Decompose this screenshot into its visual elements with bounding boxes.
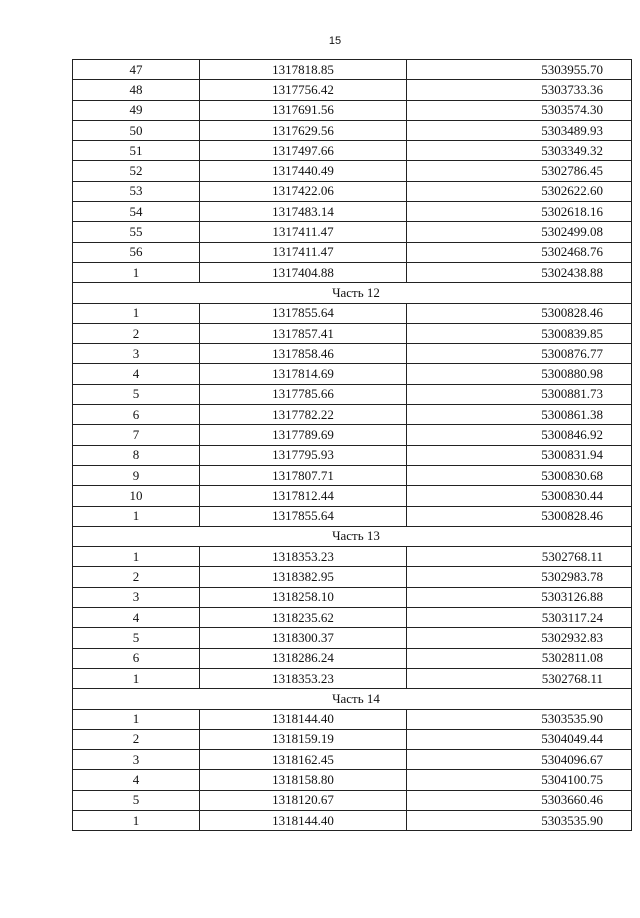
- y-coordinate-cell: 5303733.36: [407, 80, 632, 100]
- table-row: [73, 161, 632, 181]
- x-coordinate-cell: 1317785.66: [200, 384, 407, 404]
- table-row: [73, 770, 632, 790]
- y-coordinate-cell: 5300828.46: [407, 506, 632, 526]
- point-number-cell: 56: [73, 242, 200, 262]
- table-row: [73, 445, 632, 465]
- point-number-cell: 1: [73, 709, 200, 729]
- x-coordinate-cell: 1317855.64: [200, 506, 407, 526]
- x-coordinate-cell: 1318258.10: [200, 587, 407, 607]
- point-number-cell: 2: [73, 323, 200, 343]
- point-number-cell: 4: [73, 364, 200, 384]
- point-number-cell: 2: [73, 729, 200, 749]
- table-row: [73, 648, 632, 668]
- y-coordinate-cell: 5302786.45: [407, 161, 632, 181]
- point-number-cell: 3: [73, 344, 200, 364]
- x-coordinate-cell: 1317782.22: [200, 405, 407, 425]
- table-row: [73, 262, 632, 282]
- x-coordinate-cell: 1318162.45: [200, 750, 407, 770]
- table-row: [73, 587, 632, 607]
- part-header-row: [73, 689, 632, 709]
- part-header-row: [73, 526, 632, 546]
- y-coordinate-cell: 5300839.85: [407, 323, 632, 343]
- table-row: [73, 628, 632, 648]
- y-coordinate-cell: 5303574.30: [407, 100, 632, 120]
- table-row: [73, 384, 632, 404]
- point-number-cell: 7: [73, 425, 200, 445]
- x-coordinate-cell: 1317411.47: [200, 222, 407, 242]
- table-row: [73, 567, 632, 587]
- table-row: [73, 810, 632, 830]
- x-coordinate-cell: 1317795.93: [200, 445, 407, 465]
- x-coordinate-cell: 1318158.80: [200, 770, 407, 790]
- y-coordinate-cell: 5303117.24: [407, 608, 632, 628]
- x-coordinate-cell: 1317422.06: [200, 181, 407, 201]
- part-label: Часть 12: [73, 283, 632, 303]
- x-coordinate-cell: 1318286.24: [200, 648, 407, 668]
- y-coordinate-cell: 5300831.94: [407, 445, 632, 465]
- x-coordinate-cell: 1317812.44: [200, 486, 407, 506]
- y-coordinate-cell: 5303349.32: [407, 141, 632, 161]
- y-coordinate-cell: 5303489.93: [407, 120, 632, 140]
- point-number-cell: 3: [73, 587, 200, 607]
- x-coordinate-cell: 1317857.41: [200, 323, 407, 343]
- y-coordinate-cell: 5300846.92: [407, 425, 632, 445]
- table-row: [73, 222, 632, 242]
- y-coordinate-cell: 5302438.88: [407, 262, 632, 282]
- part-label: Часть 14: [73, 689, 632, 709]
- table-row: [73, 750, 632, 770]
- y-coordinate-cell: 5300830.44: [407, 486, 632, 506]
- table-row: [73, 547, 632, 567]
- table-row: [73, 120, 632, 140]
- y-coordinate-cell: 5303126.88: [407, 587, 632, 607]
- point-number-cell: 1: [73, 547, 200, 567]
- y-coordinate-cell: 5302622.60: [407, 181, 632, 201]
- table-row: [73, 465, 632, 485]
- x-coordinate-cell: 1317807.71: [200, 465, 407, 485]
- point-number-cell: 54: [73, 202, 200, 222]
- point-number-cell: 53: [73, 181, 200, 201]
- x-coordinate-cell: 1318144.40: [200, 810, 407, 830]
- y-coordinate-cell: 5303955.70: [407, 60, 632, 80]
- table-row: [73, 60, 632, 80]
- x-coordinate-cell: 1317756.42: [200, 80, 407, 100]
- table-row: [73, 709, 632, 729]
- x-coordinate-cell: 1318353.23: [200, 547, 407, 567]
- table-row: [73, 506, 632, 526]
- table-row: [73, 486, 632, 506]
- point-number-cell: 51: [73, 141, 200, 161]
- table-row: [73, 608, 632, 628]
- y-coordinate-cell: 5304049.44: [407, 729, 632, 749]
- point-number-cell: 2: [73, 567, 200, 587]
- x-coordinate-cell: 1318300.37: [200, 628, 407, 648]
- x-coordinate-cell: 1318235.62: [200, 608, 407, 628]
- x-coordinate-cell: 1317691.56: [200, 100, 407, 120]
- x-coordinate-cell: 1318120.67: [200, 790, 407, 810]
- y-coordinate-cell: 5304100.75: [407, 770, 632, 790]
- y-coordinate-cell: 5300828.46: [407, 303, 632, 323]
- point-number-cell: 1: [73, 262, 200, 282]
- point-number-cell: 6: [73, 648, 200, 668]
- table-row: [73, 80, 632, 100]
- point-number-cell: 1: [73, 668, 200, 688]
- table-row: [73, 202, 632, 222]
- x-coordinate-cell: 1318382.95: [200, 567, 407, 587]
- table-row: [73, 344, 632, 364]
- table-row: [73, 729, 632, 749]
- y-coordinate-cell: 5303535.90: [407, 709, 632, 729]
- y-coordinate-cell: 5300881.73: [407, 384, 632, 404]
- y-coordinate-cell: 5300830.68: [407, 465, 632, 485]
- y-coordinate-cell: 5302499.08: [407, 222, 632, 242]
- y-coordinate-cell: 5302468.76: [407, 242, 632, 262]
- coordinates-table-body: [73, 60, 632, 831]
- page-number: 15: [328, 35, 342, 47]
- point-number-cell: 8: [73, 445, 200, 465]
- point-number-cell: 48: [73, 80, 200, 100]
- x-coordinate-cell: 1317818.85: [200, 60, 407, 80]
- point-number-cell: 4: [73, 608, 200, 628]
- point-number-cell: 5: [73, 628, 200, 648]
- point-number-cell: 6: [73, 405, 200, 425]
- x-coordinate-cell: 1317411.47: [200, 242, 407, 262]
- y-coordinate-cell: 5303660.46: [407, 790, 632, 810]
- x-coordinate-cell: 1317483.14: [200, 202, 407, 222]
- y-coordinate-cell: 5303535.90: [407, 810, 632, 830]
- table-row: [73, 425, 632, 445]
- x-coordinate-cell: 1317858.46: [200, 344, 407, 364]
- x-coordinate-cell: 1318159.19: [200, 729, 407, 749]
- x-coordinate-cell: 1318144.40: [200, 709, 407, 729]
- y-coordinate-cell: 5302768.11: [407, 547, 632, 567]
- table-row: [73, 364, 632, 384]
- x-coordinate-cell: 1317497.66: [200, 141, 407, 161]
- point-number-cell: 1: [73, 810, 200, 830]
- point-number-cell: 47: [73, 60, 200, 80]
- x-coordinate-cell: 1317855.64: [200, 303, 407, 323]
- part-header-row: [73, 283, 632, 303]
- table-row: [73, 242, 632, 262]
- x-coordinate-cell: 1317440.49: [200, 161, 407, 181]
- part-label: Часть 13: [73, 526, 632, 546]
- point-number-cell: 1: [73, 506, 200, 526]
- point-number-cell: 1: [73, 303, 200, 323]
- y-coordinate-cell: 5300861.38: [407, 405, 632, 425]
- table-row: [73, 181, 632, 201]
- x-coordinate-cell: 1317404.88: [200, 262, 407, 282]
- y-coordinate-cell: 5302618.16: [407, 202, 632, 222]
- point-number-cell: 50: [73, 120, 200, 140]
- point-number-cell: 5: [73, 790, 200, 810]
- table-row: [73, 405, 632, 425]
- y-coordinate-cell: 5300880.98: [407, 364, 632, 384]
- y-coordinate-cell: 5302983.78: [407, 567, 632, 587]
- y-coordinate-cell: 5302932.83: [407, 628, 632, 648]
- y-coordinate-cell: 5302811.08: [407, 648, 632, 668]
- table-row: [73, 100, 632, 120]
- x-coordinate-cell: 1317814.69: [200, 364, 407, 384]
- x-coordinate-cell: 1317629.56: [200, 120, 407, 140]
- table-row: [73, 668, 632, 688]
- point-number-cell: 4: [73, 770, 200, 790]
- point-number-cell: 3: [73, 750, 200, 770]
- point-number-cell: 49: [73, 100, 200, 120]
- point-number-cell: 55: [73, 222, 200, 242]
- y-coordinate-cell: 5304096.67: [407, 750, 632, 770]
- table-row: [73, 790, 632, 810]
- table-row: [73, 303, 632, 323]
- point-number-cell: 9: [73, 465, 200, 485]
- point-number-cell: 10: [73, 486, 200, 506]
- point-number-cell: 52: [73, 161, 200, 181]
- x-coordinate-cell: 1318353.23: [200, 668, 407, 688]
- coordinates-table: [72, 59, 632, 831]
- y-coordinate-cell: 5300876.77: [407, 344, 632, 364]
- point-number-cell: 5: [73, 384, 200, 404]
- x-coordinate-cell: 1317789.69: [200, 425, 407, 445]
- table-row: [73, 141, 632, 161]
- y-coordinate-cell: 5302768.11: [407, 668, 632, 688]
- table-row: [73, 323, 632, 343]
